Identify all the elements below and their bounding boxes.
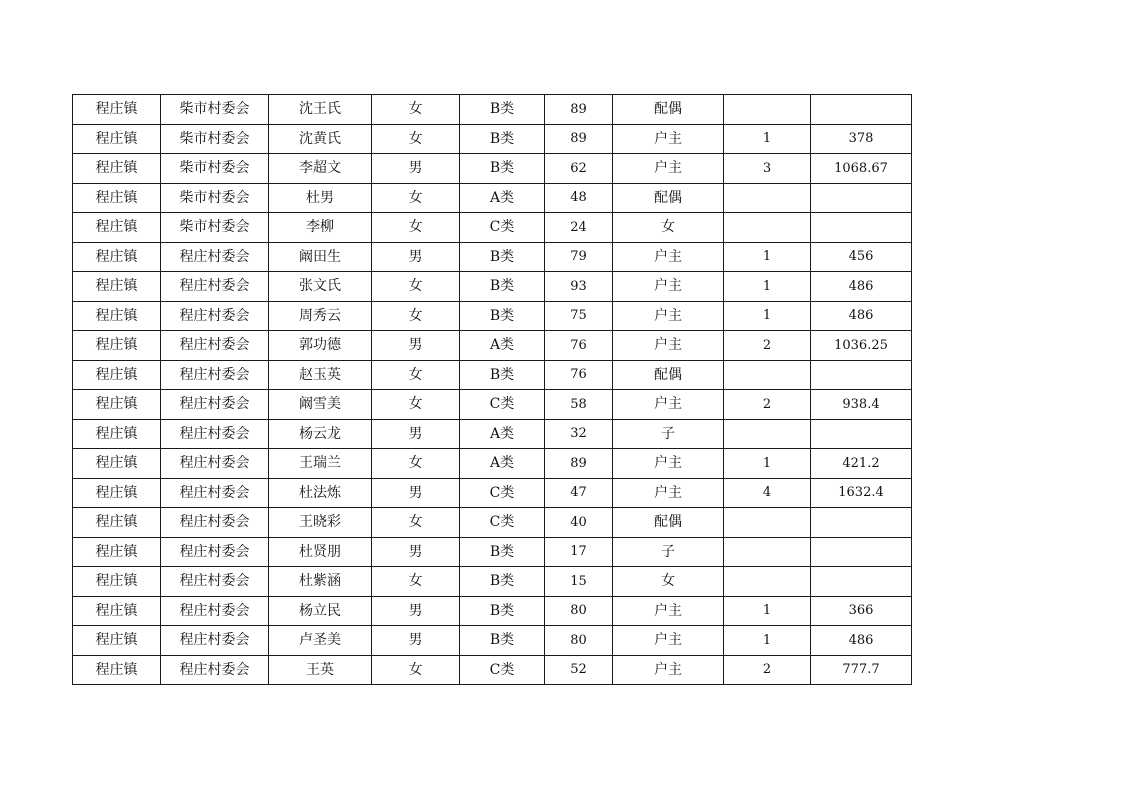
town-cell: 程庄镇 <box>73 449 161 479</box>
relation-cell: 户主 <box>613 390 724 420</box>
village-cell: 程庄村委会 <box>161 537 269 567</box>
amount-cell <box>811 213 912 243</box>
amount-cell <box>811 567 912 597</box>
records-table <box>72 94 912 685</box>
age-cell: 47 <box>545 478 613 508</box>
household-size-cell: 1 <box>724 272 811 302</box>
name-cell: 杜紫涵 <box>269 567 372 597</box>
gender-cell: 女 <box>372 272 460 302</box>
gender-cell: 男 <box>372 626 460 656</box>
category-cell: A类 <box>460 419 545 449</box>
category-cell: A类 <box>460 449 545 479</box>
amount-cell: 378 <box>811 124 912 154</box>
category-cell: B类 <box>460 626 545 656</box>
relation-cell: 户主 <box>613 596 724 626</box>
table-row <box>73 567 912 597</box>
table-row <box>73 301 912 331</box>
household-size-cell: 2 <box>724 390 811 420</box>
village-cell: 程庄村委会 <box>161 596 269 626</box>
name-cell: 王瑞兰 <box>269 449 372 479</box>
relation-cell: 户主 <box>613 301 724 331</box>
age-cell: 89 <box>545 449 613 479</box>
village-cell: 程庄村委会 <box>161 331 269 361</box>
table-row <box>73 213 912 243</box>
gender-cell: 男 <box>372 537 460 567</box>
table-row <box>73 655 912 685</box>
name-cell: 沈王氏 <box>269 95 372 125</box>
amount-cell: 1632.4 <box>811 478 912 508</box>
table-row <box>73 449 912 479</box>
household-size-cell <box>724 213 811 243</box>
table-row <box>73 360 912 390</box>
village-cell: 程庄村委会 <box>161 508 269 538</box>
age-cell: 89 <box>545 124 613 154</box>
relation-cell: 户主 <box>613 124 724 154</box>
village-cell: 程庄村委会 <box>161 390 269 420</box>
category-cell: B类 <box>460 242 545 272</box>
village-cell: 程庄村委会 <box>161 655 269 685</box>
gender-cell: 女 <box>372 655 460 685</box>
gender-cell: 女 <box>372 301 460 331</box>
category-cell: C类 <box>460 478 545 508</box>
table-row <box>73 626 912 656</box>
gender-cell: 男 <box>372 419 460 449</box>
amount-cell <box>811 183 912 213</box>
name-cell: 阚雪美 <box>269 390 372 420</box>
village-cell: 柴市村委会 <box>161 124 269 154</box>
category-cell: B类 <box>460 567 545 597</box>
relation-cell: 户主 <box>613 655 724 685</box>
name-cell: 赵玉英 <box>269 360 372 390</box>
amount-cell <box>811 537 912 567</box>
name-cell: 杨云龙 <box>269 419 372 449</box>
household-size-cell: 1 <box>724 449 811 479</box>
gender-cell: 男 <box>372 242 460 272</box>
amount-cell <box>811 419 912 449</box>
table-row <box>73 331 912 361</box>
gender-cell: 男 <box>372 596 460 626</box>
age-cell: 15 <box>545 567 613 597</box>
town-cell: 程庄镇 <box>73 213 161 243</box>
amount-cell: 1068.67 <box>811 154 912 184</box>
village-cell: 程庄村委会 <box>161 449 269 479</box>
amount-cell <box>811 360 912 390</box>
gender-cell: 女 <box>372 213 460 243</box>
town-cell: 程庄镇 <box>73 596 161 626</box>
table-row <box>73 508 912 538</box>
gender-cell: 女 <box>372 390 460 420</box>
amount-cell: 486 <box>811 626 912 656</box>
gender-cell: 女 <box>372 124 460 154</box>
category-cell: B类 <box>460 95 545 125</box>
amount-cell <box>811 95 912 125</box>
age-cell: 75 <box>545 301 613 331</box>
relation-cell: 配偶 <box>613 183 724 213</box>
village-cell: 柴市村委会 <box>161 183 269 213</box>
name-cell: 杜男 <box>269 183 372 213</box>
town-cell: 程庄镇 <box>73 242 161 272</box>
household-size-cell: 1 <box>724 596 811 626</box>
gender-cell: 女 <box>372 449 460 479</box>
village-cell: 程庄村委会 <box>161 626 269 656</box>
amount-cell: 366 <box>811 596 912 626</box>
amount-cell: 938.4 <box>811 390 912 420</box>
household-size-cell: 1 <box>724 626 811 656</box>
town-cell: 程庄镇 <box>73 508 161 538</box>
name-cell: 李超文 <box>269 154 372 184</box>
name-cell: 张文氏 <box>269 272 372 302</box>
relation-cell: 户主 <box>613 331 724 361</box>
category-cell: C类 <box>460 390 545 420</box>
town-cell: 程庄镇 <box>73 478 161 508</box>
category-cell: B类 <box>460 124 545 154</box>
table-row <box>73 124 912 154</box>
age-cell: 48 <box>545 183 613 213</box>
category-cell: A类 <box>460 183 545 213</box>
age-cell: 32 <box>545 419 613 449</box>
town-cell: 程庄镇 <box>73 154 161 184</box>
age-cell: 93 <box>545 272 613 302</box>
table-row <box>73 419 912 449</box>
records-table-body <box>73 95 912 685</box>
town-cell: 程庄镇 <box>73 390 161 420</box>
village-cell: 程庄村委会 <box>161 242 269 272</box>
relation-cell: 女 <box>613 213 724 243</box>
village-cell: 柴市村委会 <box>161 95 269 125</box>
village-cell: 柴市村委会 <box>161 213 269 243</box>
age-cell: 76 <box>545 331 613 361</box>
age-cell: 79 <box>545 242 613 272</box>
table-row <box>73 537 912 567</box>
gender-cell: 男 <box>372 154 460 184</box>
age-cell: 24 <box>545 213 613 243</box>
relation-cell: 户主 <box>613 449 724 479</box>
gender-cell: 女 <box>372 360 460 390</box>
household-size-cell <box>724 183 811 213</box>
gender-cell: 女 <box>372 567 460 597</box>
table-row <box>73 183 912 213</box>
category-cell: B类 <box>460 360 545 390</box>
town-cell: 程庄镇 <box>73 183 161 213</box>
amount-cell: 421.2 <box>811 449 912 479</box>
table-row <box>73 272 912 302</box>
table-row <box>73 390 912 420</box>
category-cell: C类 <box>460 213 545 243</box>
household-size-cell <box>724 508 811 538</box>
amount-cell: 486 <box>811 272 912 302</box>
table-row <box>73 154 912 184</box>
name-cell: 王英 <box>269 655 372 685</box>
name-cell: 卢圣美 <box>269 626 372 656</box>
relation-cell: 子 <box>613 419 724 449</box>
amount-cell: 486 <box>811 301 912 331</box>
relation-cell: 户主 <box>613 154 724 184</box>
name-cell: 李柳 <box>269 213 372 243</box>
town-cell: 程庄镇 <box>73 124 161 154</box>
town-cell: 程庄镇 <box>73 655 161 685</box>
relation-cell: 女 <box>613 567 724 597</box>
village-cell: 程庄村委会 <box>161 478 269 508</box>
category-cell: C类 <box>460 655 545 685</box>
household-size-cell: 1 <box>724 124 811 154</box>
category-cell: B类 <box>460 272 545 302</box>
village-cell: 程庄村委会 <box>161 360 269 390</box>
table-row <box>73 242 912 272</box>
town-cell: 程庄镇 <box>73 272 161 302</box>
town-cell: 程庄镇 <box>73 626 161 656</box>
relation-cell: 户主 <box>613 272 724 302</box>
age-cell: 80 <box>545 596 613 626</box>
name-cell: 郭功德 <box>269 331 372 361</box>
household-size-cell <box>724 537 811 567</box>
household-size-cell: 4 <box>724 478 811 508</box>
category-cell: B类 <box>460 301 545 331</box>
category-cell: B类 <box>460 537 545 567</box>
amount-cell <box>811 508 912 538</box>
relation-cell: 配偶 <box>613 360 724 390</box>
name-cell: 王晓彩 <box>269 508 372 538</box>
name-cell: 杨立民 <box>269 596 372 626</box>
category-cell: B类 <box>460 154 545 184</box>
relation-cell: 配偶 <box>613 95 724 125</box>
town-cell: 程庄镇 <box>73 360 161 390</box>
amount-cell: 1036.25 <box>811 331 912 361</box>
age-cell: 62 <box>545 154 613 184</box>
gender-cell: 男 <box>372 478 460 508</box>
amount-cell: 777.7 <box>811 655 912 685</box>
name-cell: 杜法炼 <box>269 478 372 508</box>
village-cell: 程庄村委会 <box>161 567 269 597</box>
age-cell: 40 <box>545 508 613 538</box>
relation-cell: 子 <box>613 537 724 567</box>
gender-cell: 女 <box>372 95 460 125</box>
amount-cell: 456 <box>811 242 912 272</box>
household-size-cell <box>724 360 811 390</box>
age-cell: 80 <box>545 626 613 656</box>
household-size-cell <box>724 95 811 125</box>
household-size-cell: 1 <box>724 242 811 272</box>
household-size-cell: 2 <box>724 655 811 685</box>
relation-cell: 户主 <box>613 242 724 272</box>
category-cell: C类 <box>460 508 545 538</box>
village-cell: 程庄村委会 <box>161 301 269 331</box>
household-size-cell: 1 <box>724 301 811 331</box>
household-size-cell <box>724 419 811 449</box>
gender-cell: 男 <box>372 331 460 361</box>
relation-cell: 户主 <box>613 626 724 656</box>
age-cell: 89 <box>545 95 613 125</box>
village-cell: 柴市村委会 <box>161 154 269 184</box>
town-cell: 程庄镇 <box>73 537 161 567</box>
household-size-cell: 3 <box>724 154 811 184</box>
table-row <box>73 478 912 508</box>
relation-cell: 配偶 <box>613 508 724 538</box>
age-cell: 17 <box>545 537 613 567</box>
town-cell: 程庄镇 <box>73 95 161 125</box>
name-cell: 沈黄氏 <box>269 124 372 154</box>
table-row <box>73 95 912 125</box>
relation-cell: 户主 <box>613 478 724 508</box>
town-cell: 程庄镇 <box>73 301 161 331</box>
category-cell: A类 <box>460 331 545 361</box>
category-cell: B类 <box>460 596 545 626</box>
gender-cell: 女 <box>372 183 460 213</box>
age-cell: 76 <box>545 360 613 390</box>
name-cell: 周秀云 <box>269 301 372 331</box>
village-cell: 程庄村委会 <box>161 419 269 449</box>
town-cell: 程庄镇 <box>73 331 161 361</box>
village-cell: 程庄村委会 <box>161 272 269 302</box>
age-cell: 58 <box>545 390 613 420</box>
name-cell: 杜贤朋 <box>269 537 372 567</box>
gender-cell: 女 <box>372 508 460 538</box>
age-cell: 52 <box>545 655 613 685</box>
town-cell: 程庄镇 <box>73 567 161 597</box>
household-size-cell: 2 <box>724 331 811 361</box>
table-row <box>73 596 912 626</box>
town-cell: 程庄镇 <box>73 419 161 449</box>
household-size-cell <box>724 567 811 597</box>
name-cell: 阚田生 <box>269 242 372 272</box>
